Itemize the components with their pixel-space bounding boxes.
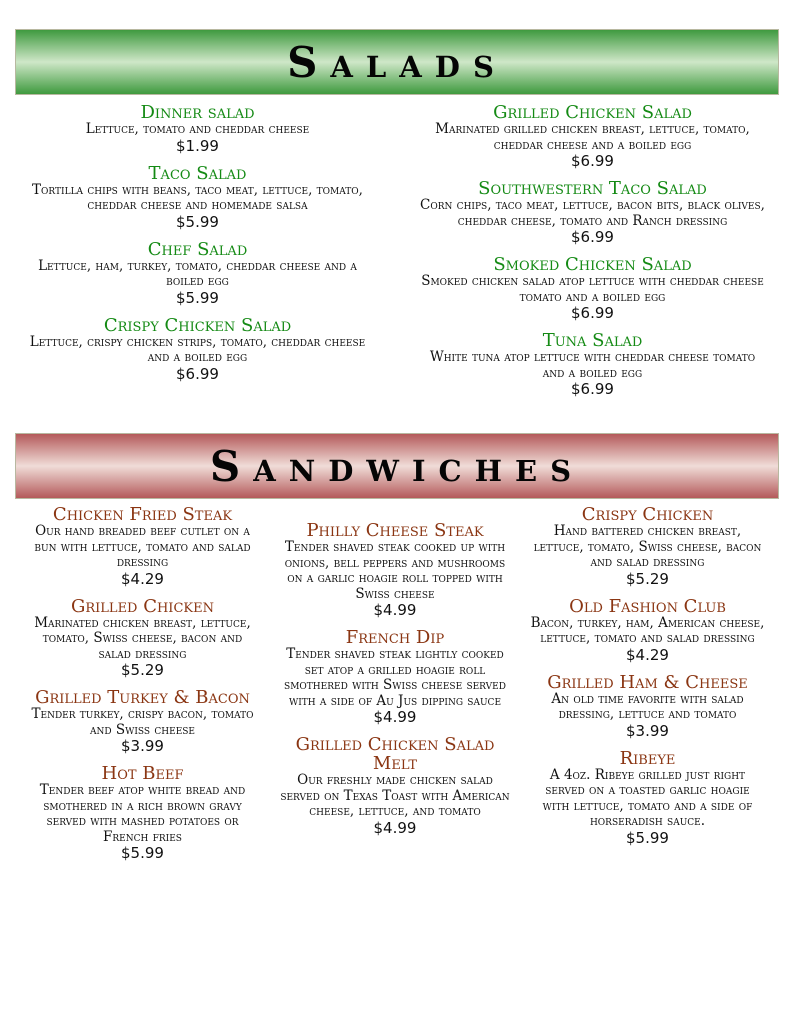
item-price: $6.99 bbox=[571, 228, 614, 246]
salads-left-column bbox=[25, 103, 370, 407]
item-name: Tuna Salad bbox=[542, 330, 643, 351]
item-description: Tender beef atop white bread and smothered in a rich brown gravy served with mashed potatoes or French fries bbox=[39, 782, 246, 845]
menu-item bbox=[278, 521, 513, 619]
item-price: $6.99 bbox=[176, 364, 219, 383]
item-name: Southwestern Taco Salad bbox=[478, 178, 707, 199]
item-price: $4.99 bbox=[373, 708, 417, 726]
salads-banner bbox=[15, 29, 779, 95]
sandwiches-middle-column bbox=[278, 505, 513, 871]
item-description: A 4oz. Ribeye grilled just right served on a toasted garlic hoagie with lettuce, tomato and a side of horseradish sauce. bbox=[542, 766, 753, 829]
item-name: Taco Salad bbox=[148, 162, 247, 184]
menu-item bbox=[25, 688, 260, 755]
menu-item bbox=[278, 628, 513, 726]
item-description: Marinated chicken breast, lettuce, tomato, Swiss cheese, bacon and salad dressing bbox=[34, 614, 251, 662]
item-description: Marinated grilled chicken breast, lettuce, tomato, cheddar cheese and a boiled egg bbox=[435, 121, 750, 153]
item-name: Philly Cheese Steak bbox=[306, 520, 484, 541]
item-name: Grilled Ham & Cheese bbox=[547, 671, 748, 693]
menu-item bbox=[25, 164, 370, 231]
menu-item bbox=[25, 240, 370, 307]
item-description: Tender shaved steak lightly cooked set atop a grilled hoagie roll smothered with Swiss cheese served with a side of Au Jus dipping sauce bbox=[284, 646, 506, 709]
sandwiches-right-column bbox=[530, 505, 765, 871]
menu-item bbox=[420, 255, 765, 322]
item-description: Lettuce, crispy chicken strips, tomato, cheddar cheese and a boiled egg bbox=[29, 333, 366, 365]
item-price: $4.99 bbox=[373, 601, 417, 619]
item-description: Bacon, turkey, ham, American cheese, lettuce, tomato and salad dressing bbox=[530, 614, 765, 646]
item-name: Crispy Chicken bbox=[581, 504, 714, 525]
item-name: French Dip bbox=[345, 627, 445, 648]
item-price: $4.29 bbox=[121, 569, 164, 588]
menu-item bbox=[25, 764, 260, 862]
menu-item bbox=[25, 505, 260, 588]
sandwiches-section bbox=[25, 505, 765, 871]
item-name: Old Fashion Club bbox=[569, 595, 726, 617]
item-price: $6.99 bbox=[571, 380, 614, 398]
item-name: Grilled Chicken Salad Melt bbox=[295, 734, 495, 774]
item-description: Corn chips, taco meat, lettuce, bacon bits, black olives, cheddar cheese, tomato and Ranch dressing bbox=[420, 197, 765, 229]
item-description: Our freshly made chicken salad served on Texas Toast with American cheese, lettuce, and tomato bbox=[280, 772, 510, 819]
menu-item bbox=[530, 597, 765, 664]
item-price: $5.99 bbox=[626, 828, 669, 847]
item-name: Ribeye bbox=[619, 747, 676, 769]
item-name: Hot Beef bbox=[101, 763, 184, 784]
menu-item bbox=[530, 749, 765, 847]
item-price: $6.99 bbox=[571, 304, 614, 322]
sandwiches-banner bbox=[15, 433, 779, 499]
item-description: An old time favorite with salad dressing, lettuce and tomato bbox=[551, 690, 744, 722]
item-description: Smoked chicken salad atop lettuce with cheddar cheese tomato and a boiled egg bbox=[421, 273, 764, 305]
item-name: Chicken Fried Steak bbox=[52, 504, 233, 525]
salads-right-column bbox=[420, 103, 765, 407]
menu-item bbox=[25, 597, 260, 680]
item-name: Grilled Turkey & Bacon bbox=[35, 687, 250, 708]
item-name: Grilled Chicken bbox=[71, 595, 214, 617]
item-name: Dinner salad bbox=[140, 102, 255, 123]
menu-item bbox=[25, 316, 370, 383]
menu-item bbox=[278, 735, 513, 837]
item-name: Chef Salad bbox=[147, 238, 248, 260]
item-description: Hand battered chicken breast, lettuce, tomato, Swiss cheese, bacon and salad dressing bbox=[533, 523, 762, 570]
item-name: Smoked Chicken Salad bbox=[493, 254, 692, 275]
item-name: Crispy Chicken Salad bbox=[103, 314, 292, 336]
menu-item bbox=[420, 103, 765, 170]
salads-section bbox=[25, 103, 765, 407]
item-price: $5.99 bbox=[121, 844, 164, 862]
item-price: $5.29 bbox=[626, 569, 669, 588]
menu-item bbox=[530, 505, 765, 588]
item-description: Lettuce, tomato and cheddar cheese bbox=[85, 121, 310, 137]
item-price: $4.99 bbox=[373, 818, 417, 837]
item-price: $1.99 bbox=[176, 136, 219, 155]
item-price: $3.99 bbox=[121, 737, 164, 755]
item-description: White tuna atop lettuce with cheddar cheese tomato and a boiled egg bbox=[429, 349, 756, 381]
item-price: $3.99 bbox=[626, 721, 669, 740]
item-price: $5.29 bbox=[121, 661, 164, 679]
sandwiches-title: Sandwiches bbox=[209, 441, 585, 491]
item-name: Grilled Chicken Salad bbox=[493, 102, 692, 123]
menu-item bbox=[86, 103, 309, 155]
item-price: $4.29 bbox=[626, 645, 669, 664]
salads-title: Salads bbox=[287, 37, 507, 87]
item-description: Tender shaved steak cooked up with onions, bell peppers and mushrooms on a garlic hoagie roll topped with Swiss cheese bbox=[284, 539, 506, 602]
item-description: Our hand breaded beef cutlet on a bun with lettuce, tomato and salad dressing bbox=[34, 523, 251, 570]
item-price: $6.99 bbox=[571, 152, 614, 170]
menu-item bbox=[420, 179, 765, 246]
item-description: Tender turkey, crispy bacon, tomato and Swiss cheese bbox=[31, 706, 254, 738]
item-description: Tortilla chips with beans, taco meat, lettuce, tomato, cheddar cheese and homemade salsa bbox=[32, 181, 363, 213]
menu-item bbox=[530, 673, 765, 740]
item-description: Lettuce, ham, turkey, tomato, cheddar cheese and a boiled egg bbox=[38, 257, 357, 289]
sandwiches-left-column bbox=[25, 505, 260, 871]
item-price: $5.99 bbox=[176, 212, 219, 231]
item-price: $5.99 bbox=[176, 288, 219, 307]
menu-item bbox=[420, 331, 765, 398]
